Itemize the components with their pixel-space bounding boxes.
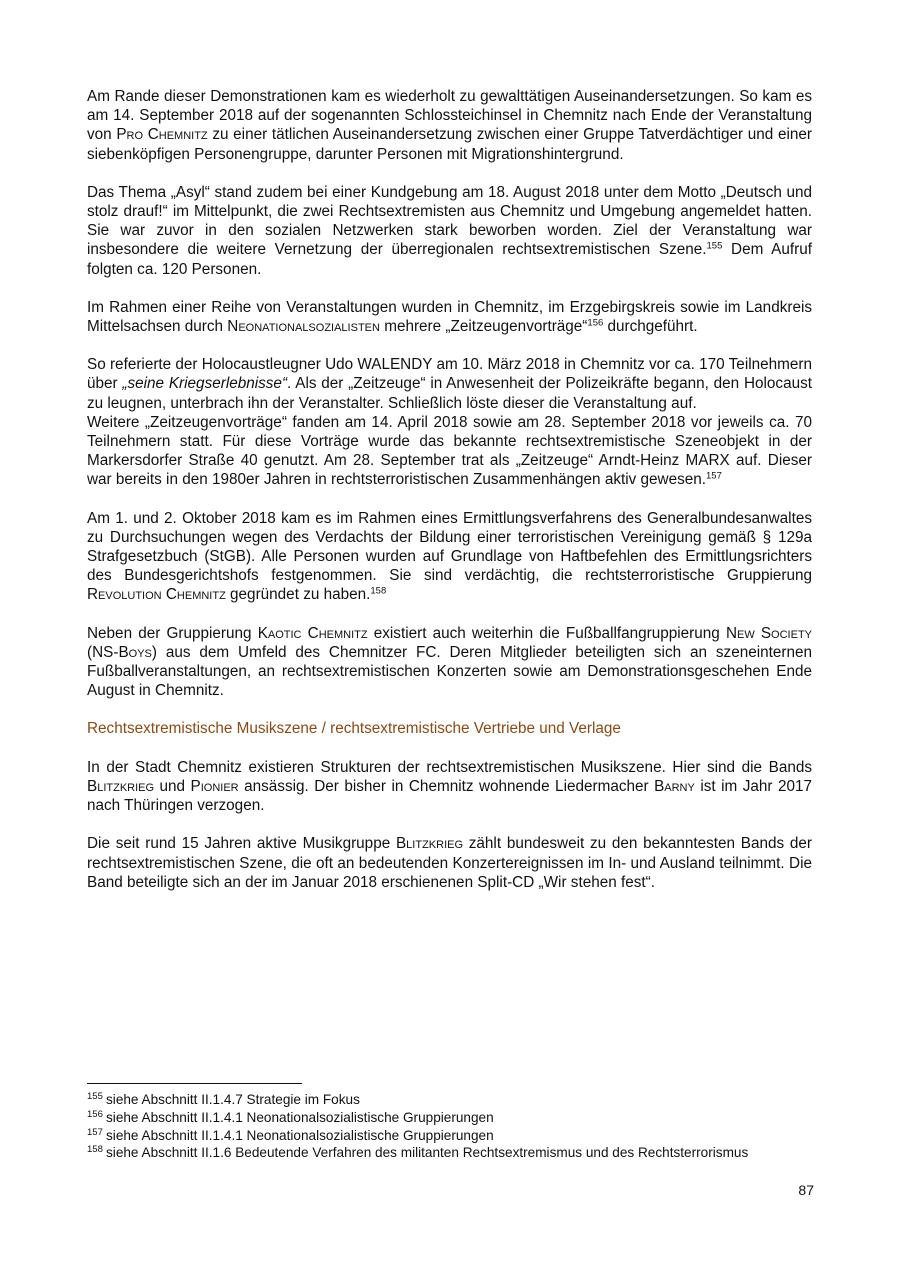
- footnote: [87, 1144, 812, 1162]
- text-segment: existiert auch weiterhin die Fußballfangruppierung: [367, 624, 726, 642]
- text-segment: In der Stadt Chemnitz existieren Strukturen der rechtsextremistischen Musikszene. Hier sind die Bands: [87, 758, 812, 776]
- paragraph: [87, 834, 812, 892]
- organization-name: Kaotic Chemnitz: [257, 624, 368, 642]
- text-segment: . Als der „Zeitzeuge“ in Anwesenheit der Polizeikräfte begann, den Holocaust zu leugnen, unterbrach ihn der Veranstalter. Schließlich löste dieser die Veranstaltung auf.: [87, 375, 812, 412]
- paragraph: [87, 183, 812, 279]
- footnotes: [87, 1091, 812, 1162]
- footnote-reference: 155: [706, 240, 723, 252]
- footnote-text: siehe Abschnitt II.1.6 Bedeutende Verfahren des militanten Rechtsextremismus und des Rechtsterrorismus: [106, 1145, 749, 1161]
- paragraph: [87, 298, 812, 336]
- body-text-section: [87, 87, 812, 700]
- organization-name: Pionier: [190, 777, 239, 795]
- footnote-reference: 158: [370, 585, 387, 597]
- text-segment: durchgeführt.: [603, 318, 698, 336]
- organization-name: Pro Chemnitz: [116, 126, 208, 144]
- text-segment: So referierte der Holocaustleugner Udo WALENDY am 10. März 2018 in Chemnitz vor ca. 170 Teilnehmern über: [87, 356, 812, 393]
- footnote-text: siehe Abschnitt II.1.4.1 Neonationalsozialistische Gruppierungen: [106, 1109, 494, 1125]
- text-segment: Am 1. und 2. Oktober 2018 kam es im Rahmen eines Ermittlungsverfahrens des Generalbundesanwaltes zu Durchsuchungen wegen des Verdachts der Bildung einer terroristischen Vereinigung gemäß § 129a Strafgesetzbuch (StGB). Alle Personen wurden auf Grundlage von Haftbefehlen des Ermittlungsrichters des Bundesgerichtshofs festgenommen. Sie sind verdächtig, die rechtsterroristische Gruppierung: [87, 509, 812, 585]
- footnote-number: 157: [87, 1126, 103, 1138]
- paragraph: [87, 509, 812, 605]
- footnote: [87, 1109, 812, 1127]
- paragraph: [87, 624, 812, 701]
- text-segment: ansässig. Der bisher in Chemnitz wohnende Liedermacher: [238, 777, 655, 795]
- page-number: 87: [798, 1182, 814, 1198]
- organization-name: Blitzkrieg: [87, 777, 155, 795]
- text-segment: Das Thema „Asyl“ stand zudem bei einer Kundgebung am 18. August 2018 unter dem Motto „Deutsch und stolz drauf!“ im Mittelpunkt, die zwei Rechtsextremisten aus Chemnitz und Umgebung angemeldet hatten. Sie war zuvor in den sozialen Netzwerken stark beworben worden. Ziel der Veranstaltung war insbesondere die weitere Vernetzung der überregionalen rechtsextremistischen Szene.: [87, 183, 812, 259]
- footnote-reference: 157: [706, 470, 722, 482]
- page-body: [87, 87, 812, 911]
- organization-name: Barny: [654, 777, 695, 795]
- section-heading: Rechtsextremistische Musikszene / rechtsextremistische Vertriebe und Verlage: [87, 720, 621, 738]
- quoted-title: „seine Kriegserlebnisse“: [122, 375, 288, 393]
- text-segment: Dem Aufruf folgten ca. 120 Personen.: [87, 241, 812, 278]
- text-segment: gegründet zu haben.: [225, 586, 371, 604]
- organization-name: New Society: [725, 624, 813, 642]
- paragraph: [87, 87, 812, 164]
- footnote-text: siehe Abschnitt II.1.4.1 Neonationalsozialistische Gruppierungen: [106, 1127, 494, 1143]
- text-segment: Am Rande dieser Demonstrationen kam es wiederholt zu gewalttätigen Auseinandersetzungen. So kam es am 14. September 2018 auf der sogenannten Schlossteichinsel in Chemnitz nach Ende der Veranstaltung von: [87, 88, 812, 144]
- text-segment: Neben der Gruppierung: [87, 624, 258, 642]
- footnote: [87, 1127, 812, 1145]
- paragraph: [87, 758, 812, 816]
- paragraph: [87, 413, 812, 490]
- text-segment: Die seit rund 15 Jahren aktive Musikgruppe: [87, 835, 396, 853]
- organization-name: Revolution Chemnitz: [87, 586, 226, 604]
- footnote: [87, 1091, 812, 1109]
- body-text-section-music: [87, 758, 812, 892]
- organization-name: Neonationalsozialisten: [227, 318, 380, 336]
- organization-name: Blitzkrieg: [395, 835, 464, 853]
- text-segment: mehrere „Zeitzeugenvorträge“: [379, 318, 588, 336]
- footnote-number: 158: [87, 1144, 103, 1156]
- text-segment: ist im Jahr 2017 nach Thüringen verzogen.: [87, 777, 812, 815]
- text-segment: zählt bundesweit zu den bekanntesten Bands der rechtsextremistischen Szene, die oft an bedeutenden Konzertereignissen im In- und Ausland teilnimmt. Die Band beteiligte sich an der im Januar 2018 erschienenen Split-CD „Wir stehen fest“.: [87, 835, 812, 891]
- footnote-number: 155: [87, 1091, 103, 1102]
- text-segment: und: [154, 777, 191, 795]
- footnote-text: siehe Abschnitt II.1.4.7 Strategie im Fokus: [106, 1092, 360, 1107]
- text-segment: Im Rahmen einer Reihe von Veranstaltungen wurden in Chemnitz, im Erzgebirgskreis sowie im Landkreis Mittelsachsen durch: [87, 298, 812, 336]
- organization-name: Boys: [118, 643, 152, 661]
- text-segment: (NS-: [87, 643, 119, 661]
- text-segment: ) aus dem Umfeld des Chemnitzer FC. Deren Mitglieder beteiligten sich an szeneinternen Fußballveranstaltungen, an rechtsextremistischen Konzerten sowie am Demonstrationsgeschehen Ende August in Chemnitz.: [87, 643, 812, 700]
- text-segment: Weitere „Zeitzeugenvorträge“ fanden am 14. April 2018 sowie am 28. September 2018 vor jeweils ca. 70 Teilnehmern statt. Für diese Vorträge wurde das bekannte rechtsextremistische Szeneobjekt in der Markersdorfer Straße 40 genutzt. Am 28. September trat als „Zeitzeuge“ Arndt-Heinz MARX auf. Dieser war bereits in den 1980er Jahren in rechtsterroristischen Zusammenhängen aktiv gewesen.: [87, 413, 812, 489]
- footnote-reference: 156: [587, 317, 604, 329]
- text-segment: zu einer tätlichen Auseinandersetzung zwischen einer Gruppe Tatverdächtiger und einer siebenköpfigen Personengruppe, darunter Personen mit Migrationshintergrund.: [87, 126, 812, 163]
- footnote-number: 156: [87, 1108, 103, 1120]
- footnote-separator: [87, 1083, 302, 1084]
- paragraph: [87, 355, 812, 413]
